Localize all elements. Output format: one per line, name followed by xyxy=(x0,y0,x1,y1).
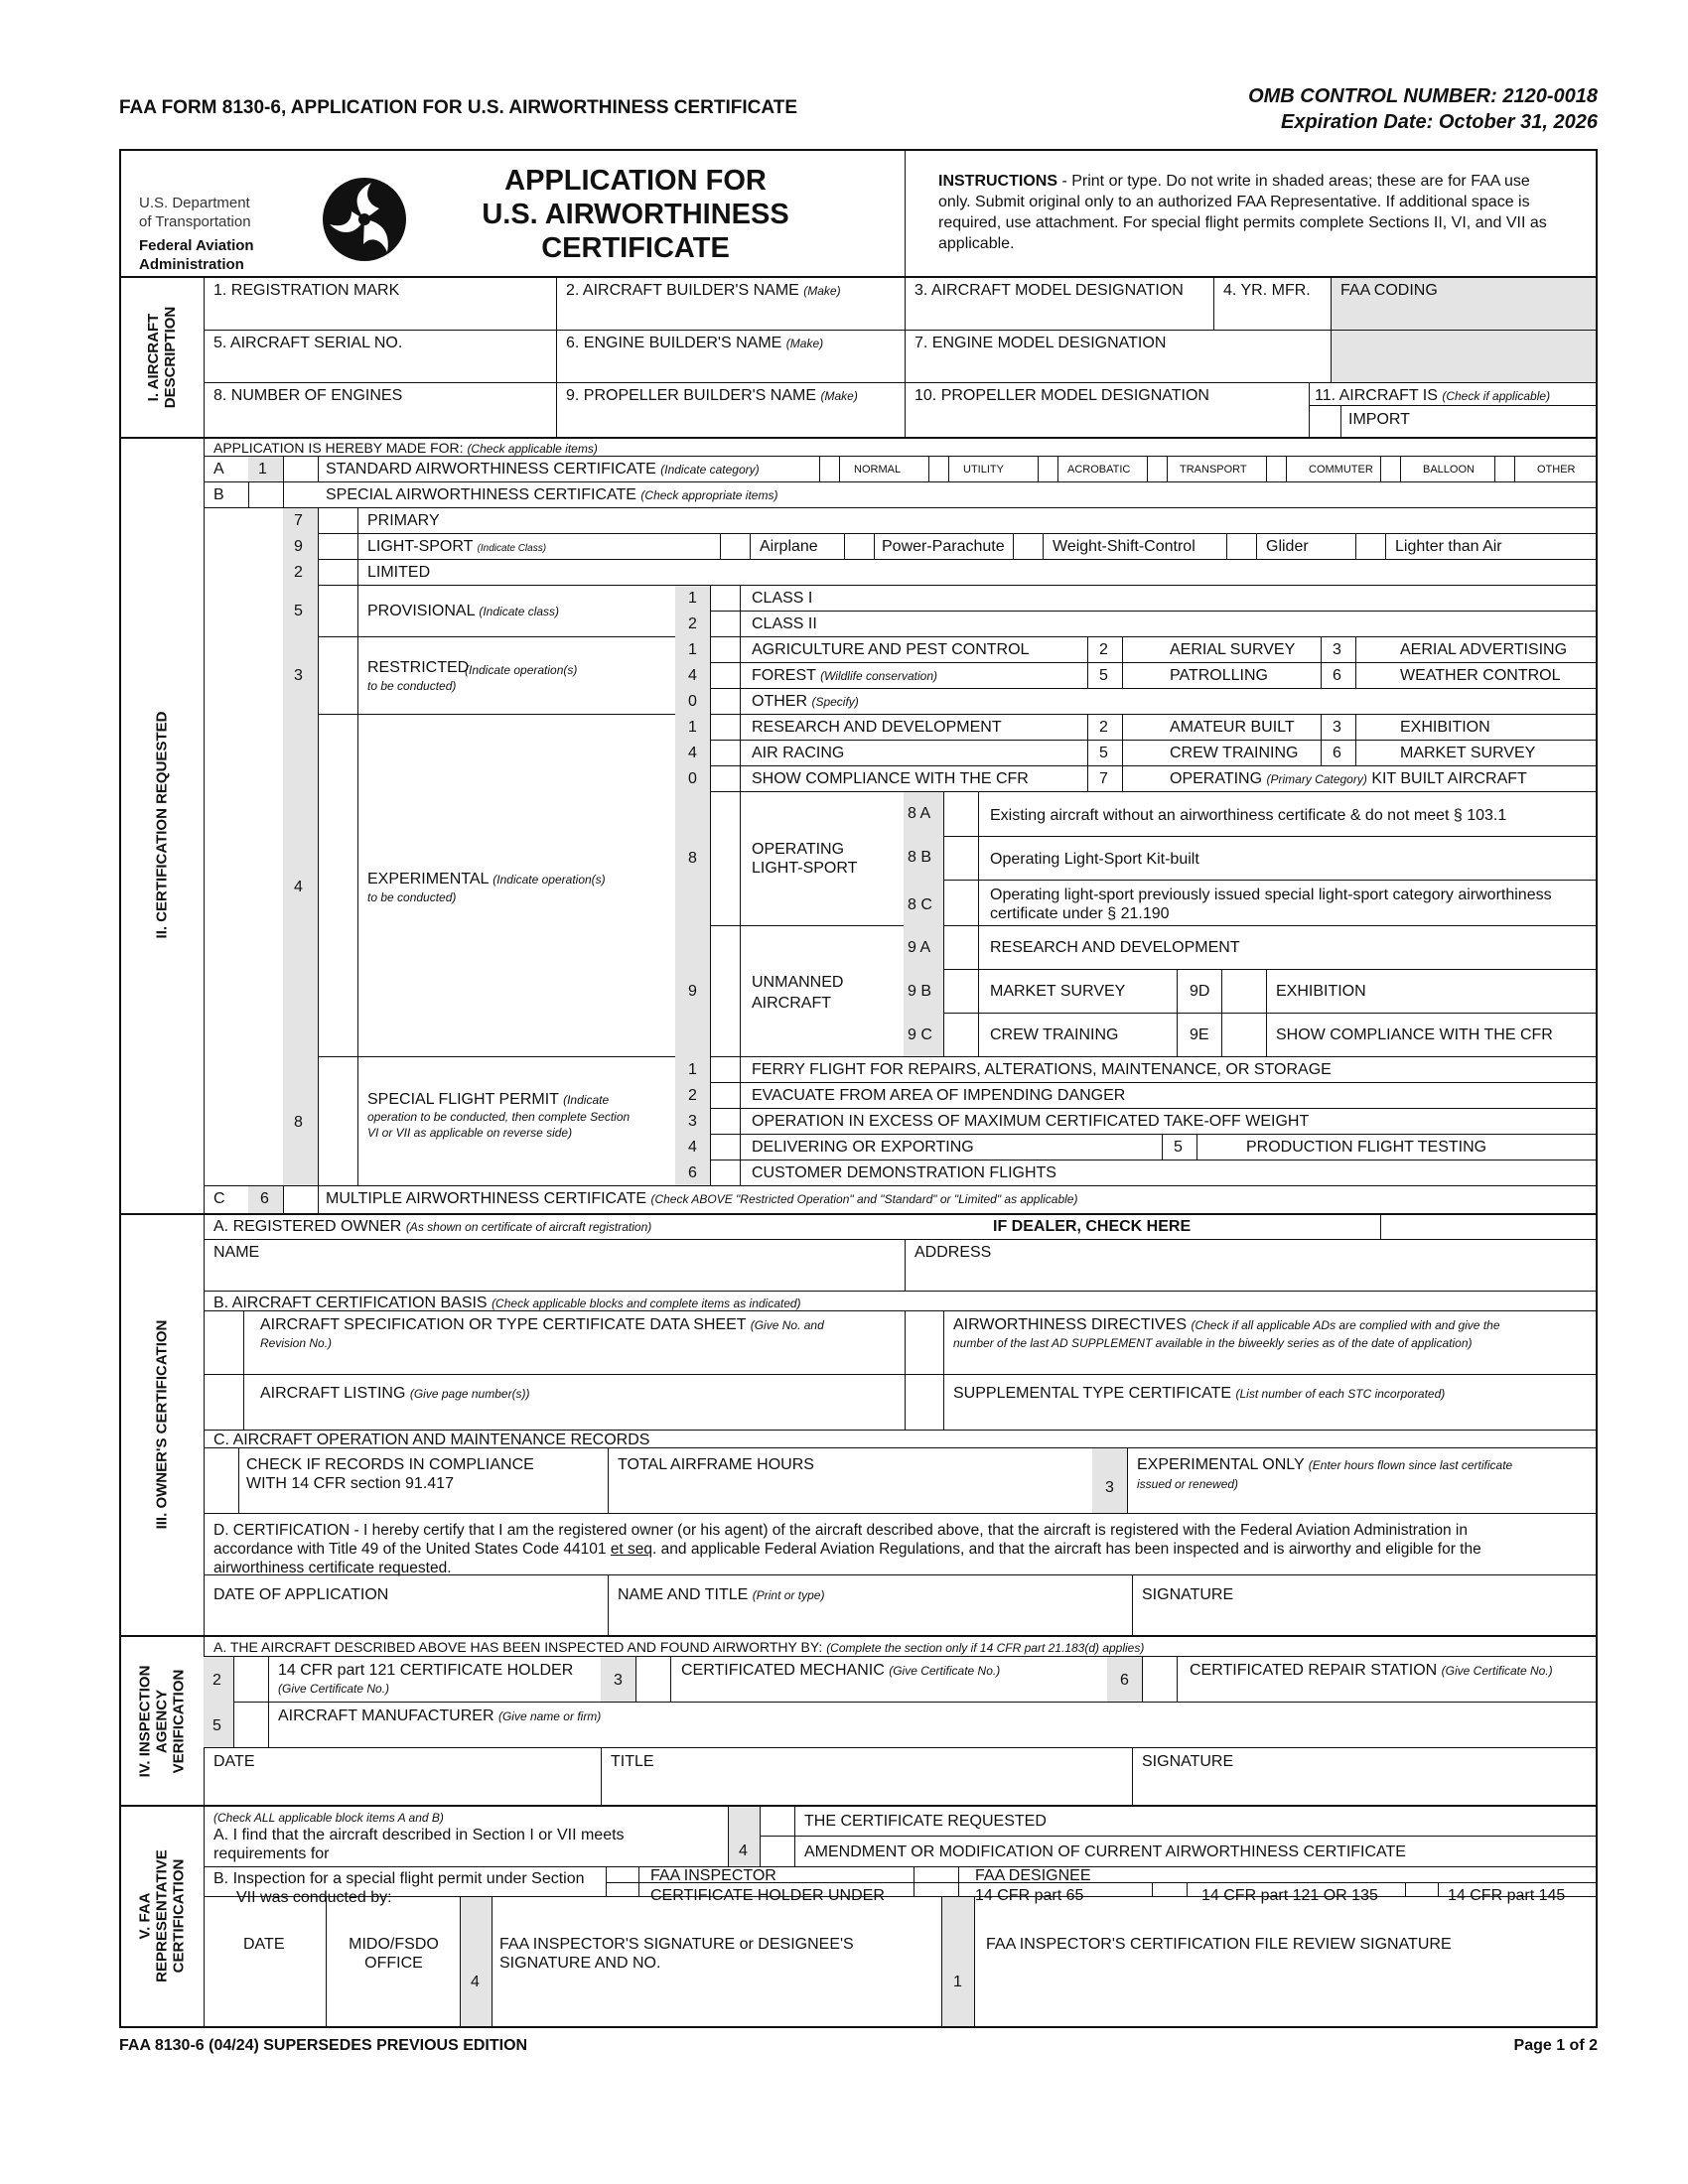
faa-line1: Federal Aviation xyxy=(139,237,254,254)
ua-market-survey-checkbox[interactable]: MARKET SURVEY xyxy=(990,983,1126,1000)
import-checkbox[interactable]: IMPORT xyxy=(1348,411,1410,428)
certificate-holder-label: CERTIFICATE HOLDER UNDER xyxy=(650,1887,885,1904)
owner-address-field[interactable]: ADDRESS xyxy=(914,1244,992,1261)
aircraft-listing-field[interactable] xyxy=(260,1385,530,1403)
propeller-builder-field[interactable] xyxy=(566,387,858,405)
restricted-0-number: 0 xyxy=(688,693,697,710)
faa-inspector-checkbox[interactable]: FAA INSPECTOR xyxy=(650,1867,776,1884)
8b-number: 8 B xyxy=(908,849,932,866)
cert-statement-2b: . and applicable Federal Aviation Regulations, and that the aircraft has been inspected and is airworthy and eligible for the xyxy=(652,1541,1481,1558)
forest-checkbox[interactable] xyxy=(752,667,937,685)
owner-signature-field[interactable]: SIGNATURE xyxy=(1142,1586,1234,1603)
9c-number: 9 C xyxy=(908,1026,932,1043)
sfp-5-number: 5 xyxy=(1174,1139,1183,1156)
manufacturer-hint: (Give name or firm) xyxy=(497,1709,602,1723)
exp-5-number: 5 xyxy=(1099,745,1108,761)
category-acrobatic[interactable]: ACROBATIC xyxy=(1067,464,1131,476)
date-of-application-field[interactable]: DATE OF APPLICATION xyxy=(213,1586,389,1603)
special-airworthiness-hint: (Check appropriate items) xyxy=(640,488,778,502)
show-compliance-checkbox[interactable]: SHOW COMPLIANCE WITH THE CFR xyxy=(752,770,1029,787)
section-4-label: IV. INSPECTION AGENCY VERIFICATION xyxy=(136,1665,188,1778)
inspector-signature-line2: SIGNATURE AND NO. xyxy=(499,1955,661,1972)
manufacturer-label: AIRCRAFT MANUFACTURER xyxy=(278,1707,494,1724)
multiple-airworthiness-checkbox[interactable] xyxy=(326,1190,1077,1208)
8c-number: 8 C xyxy=(908,896,932,913)
finding-line2: requirements for xyxy=(213,1845,330,1862)
experimental-label xyxy=(367,871,606,888)
inspected-by-text: A. THE AIRCRAFT DESCRIBED ABOVE HAS BEEN INSPECTED AND FOUND AIRWORTHY BY: xyxy=(213,1639,823,1655)
class-1-checkbox[interactable]: CLASS I xyxy=(752,590,813,607)
mido-office-field[interactable]: OFFICE xyxy=(364,1955,423,1972)
market-survey-checkbox[interactable]: MARKET SURVEY xyxy=(1400,745,1536,761)
registration-mark-field[interactable]: 1. REGISTRATION MARK xyxy=(213,282,400,299)
8a-number: 8 A xyxy=(908,805,931,822)
provisional-hint: (Indicate class) xyxy=(479,605,560,618)
ls-class-weight-shift[interactable]: Weight-Shift-Control xyxy=(1053,538,1196,555)
inspection-title-field[interactable]: TITLE xyxy=(611,1753,654,1770)
title-line1: APPLICATION FOR xyxy=(504,165,767,197)
provisional-label: PROVISIONAL xyxy=(367,603,475,619)
part121-number: 2 xyxy=(212,1672,221,1689)
faa-designee-checkbox[interactable]: FAA DESIGNEE xyxy=(975,1867,1091,1884)
amendment-number: 4 xyxy=(739,1843,748,1859)
limited-checkbox[interactable]: LIMITED xyxy=(367,564,431,581)
restricted-label: RESTRICTED xyxy=(367,659,470,676)
special-airworthiness-text: SPECIAL AIRWORTHINESS CERTIFICATE xyxy=(326,486,636,503)
ls-class-power-parachute[interactable]: Power-Parachute xyxy=(882,538,1005,555)
inspection-date-field[interactable]: DATE xyxy=(213,1753,255,1770)
aircraft-builder-field[interactable] xyxy=(566,282,841,300)
name-title-hint: (Print or type) xyxy=(752,1588,825,1602)
page-number: Page 1 of 2 xyxy=(1513,2037,1598,2054)
existing-aircraft-checkbox[interactable]: Existing aircraft without an airworthiness certificate & do not meet § 103.1 xyxy=(990,807,1507,824)
light-sport-label: LIGHT-SPORT xyxy=(367,538,474,555)
light-sport-checkbox[interactable] xyxy=(367,538,546,556)
operating-lightsport-line2: LIGHT-SPORT xyxy=(752,860,858,877)
dealer-checkbox[interactable]: IF DEALER, CHECK HERE xyxy=(993,1218,1192,1235)
standard-airworthiness-hint: (Indicate category) xyxy=(660,463,760,477)
multiple-airworthiness-hint: (Check ABOVE "Restricted Operation" and "Standard" or "Limited" as applicable) xyxy=(650,1192,1078,1206)
mido-line1: MIDO/FSDO xyxy=(349,1936,439,1953)
other-specify-label: OTHER xyxy=(752,693,807,710)
experimental-hours-field[interactable] xyxy=(1137,1456,1512,1474)
faa-date-field[interactable]: DATE xyxy=(243,1936,285,1953)
ua-research-checkbox[interactable]: RESEARCH AND DEVELOPMENT xyxy=(990,939,1240,956)
repair-station-label: CERTIFICATED REPAIR STATION xyxy=(1190,1662,1438,1679)
expiration-date: Expiration Date: October 31, 2026 xyxy=(1280,111,1598,133)
category-transport[interactable]: TRANSPORT xyxy=(1180,464,1247,476)
kit-built-ls-checkbox[interactable]: Operating Light-Sport Kit-built xyxy=(990,851,1199,868)
mechanic-hint: (Give Certificate No.) xyxy=(889,1664,1001,1678)
9d-number: 9D xyxy=(1190,983,1210,1000)
form-edition: FAA 8130-6 (04/24) SUPERSEDES PREVIOUS EDITION xyxy=(119,2037,528,2054)
ls-class-lighter-than-air[interactable]: Lighter than Air xyxy=(1395,538,1502,555)
experimental-text: EXPERIMENTAL xyxy=(367,871,489,887)
made-for-text: APPLICATION IS HEREBY MADE FOR: xyxy=(213,440,464,456)
previously-issued-line2: certificate under § 21.190 xyxy=(990,905,1170,922)
certification-statement-3: airworthiness certificate requested. xyxy=(213,1560,452,1576)
inspection-signature-field[interactable]: SIGNATURE xyxy=(1142,1753,1234,1770)
sfp-1-number: 1 xyxy=(688,1061,697,1078)
propeller-builder-label: 9. PROPELLER BUILDER'S NAME xyxy=(566,387,817,404)
exp-2-number: 2 xyxy=(1099,719,1108,736)
type-certificate-hint-2: Revision No.) xyxy=(260,1336,333,1350)
certification-statement-2 xyxy=(213,1541,1481,1559)
name-and-title-field[interactable] xyxy=(618,1586,824,1604)
exhibition-checkbox[interactable]: EXHIBITION xyxy=(1400,719,1490,736)
aircraft-is-hint: (Check if applicable) xyxy=(1442,389,1551,403)
category-normal[interactable]: NORMAL xyxy=(854,464,902,476)
mechanic-label: CERTIFICATED MECHANIC xyxy=(681,1662,885,1679)
experimental-only-hint-1: (Enter hours flown since last certificate xyxy=(1308,1458,1513,1472)
stc-field[interactable] xyxy=(953,1385,1445,1403)
ua-show-compliance-checkbox[interactable]: SHOW COMPLIANCE WITH THE CFR xyxy=(1276,1026,1553,1043)
exp-0-number: 0 xyxy=(688,770,697,787)
instructions xyxy=(938,171,1554,254)
9e-number: 9E xyxy=(1190,1026,1209,1043)
ad-hint-1: (Check if all applicable ADs are complied with and give the xyxy=(1191,1318,1500,1332)
kit-built-checkbox[interactable] xyxy=(1170,770,1527,788)
ua-crew-training-checkbox[interactable]: CREW TRAINING xyxy=(990,1026,1119,1043)
finding-line1: A. I find that the aircraft described in Section I or VII meets xyxy=(213,1827,625,1843)
restricted-number: 3 xyxy=(294,667,303,684)
forest-hint: (Wildlife conservation) xyxy=(820,669,937,683)
aircraft-is-label xyxy=(1315,387,1550,405)
dept-line2: of Transportation xyxy=(139,213,251,230)
aircraft-model-field[interactable]: 3. AIRCRAFT MODEL DESIGNATION xyxy=(914,282,1184,299)
propeller-model-field[interactable]: 10. PROPELLER MODEL DESIGNATION xyxy=(914,387,1209,404)
special-airworthiness-label xyxy=(326,486,777,504)
ls-class-airplane[interactable]: Airplane xyxy=(760,538,818,555)
ols-number: 8 xyxy=(688,850,697,867)
forest-label: FOREST xyxy=(752,667,816,684)
weather-control-checkbox[interactable]: WEATHER CONTROL xyxy=(1400,667,1561,684)
sfp-hint-3: VI or VII as applicable on reverse side) xyxy=(367,1126,573,1140)
air-racing-checkbox[interactable]: AIR RACING xyxy=(752,745,845,761)
experimental-number: 4 xyxy=(294,879,303,895)
unmanned-line2: AIRCRAFT xyxy=(752,995,831,1012)
total-airframe-hours-field[interactable]: TOTAL AIRFRAME HOURS xyxy=(618,1456,814,1473)
aircraft-builder-label: 2. AIRCRAFT BUILDER'S NAME xyxy=(566,282,799,299)
agriculture-checkbox[interactable]: AGRICULTURE AND PEST CONTROL xyxy=(752,641,1030,658)
made-for-hint: (Check applicable items) xyxy=(467,442,598,456)
sfp-hint-1: (Indicate xyxy=(563,1093,610,1107)
serial-no-field[interactable]: 5. AIRCRAFT SERIAL NO. xyxy=(213,335,403,351)
row-c-number: 6 xyxy=(260,1190,269,1207)
certificated-mechanic-checkbox[interactable] xyxy=(681,1662,1000,1680)
ferry-flight-checkbox[interactable]: FERRY FLIGHT FOR REPAIRS, ALTERATIONS, MAINTENANCE, OR STORAGE xyxy=(752,1061,1332,1078)
inspector-sig-number: 4 xyxy=(471,1974,480,1990)
engine-builder-field[interactable] xyxy=(566,335,823,352)
class-1-number: 1 xyxy=(688,590,697,607)
kit-built-label-2: KIT BUILT AIRCRAFT xyxy=(1371,770,1527,787)
aircraft-listing-label: AIRCRAFT LISTING xyxy=(260,1385,406,1402)
ad-hint-2: number of the last AD SUPPLEMENT available in the biweekly series as of the date of application) xyxy=(953,1336,1473,1350)
engine-model-field[interactable]: 7. ENGINE MODEL DESIGNATION xyxy=(914,335,1167,351)
aircraft-listing-hint: (Give page number(s)) xyxy=(409,1387,530,1401)
exp-6-number: 6 xyxy=(1333,745,1341,761)
kit-built-hint: (Primary Category) xyxy=(1266,772,1367,786)
cert-statement-2a: accordance with Title 49 of the United States Code 44101 xyxy=(213,1541,611,1558)
restricted-3-number: 3 xyxy=(1333,641,1341,658)
inspected-by-label xyxy=(213,1639,1144,1656)
repair-station-hint: (Give Certificate No.) xyxy=(1441,1664,1553,1678)
certificate-requested-checkbox[interactable]: THE CERTIFICATE REQUESTED xyxy=(804,1813,1047,1830)
sfp-text: SPECIAL FLIGHT PERMIT xyxy=(367,1091,559,1108)
kit-built-label-1: OPERATING xyxy=(1170,770,1263,787)
standard-airworthiness-checkbox[interactable] xyxy=(326,461,760,478)
sfp-3-number: 3 xyxy=(688,1113,697,1130)
section-1-label: I. AIRCRAFT DESCRIPTION xyxy=(145,306,179,409)
faa-coding: FAA CODING xyxy=(1340,282,1438,299)
evacuate-checkbox[interactable]: EVACUATE FROM AREA OF IMPENDING DANGER xyxy=(752,1087,1126,1104)
class-2-number: 2 xyxy=(688,615,697,632)
row-a-letter: A xyxy=(213,461,224,478)
exp-4-number: 4 xyxy=(688,745,697,761)
made-for-label xyxy=(213,440,598,457)
sfp-inspection-line2: VII was conducted by: xyxy=(236,1889,392,1906)
dot-triskelion-logo xyxy=(322,177,407,262)
title-line2: U.S. AIRWORTHINESS xyxy=(482,199,789,230)
operating-lightsport-line1: OPERATING xyxy=(752,841,845,858)
omb-number: OMB CONTROL NUMBER: 2120-0018 xyxy=(1248,85,1598,107)
amateur-built-checkbox[interactable]: AMATEUR BUILT xyxy=(1170,719,1295,736)
name-title-label: NAME AND TITLE xyxy=(618,1586,749,1603)
section-3-label: III. OWNER'S CERTIFICATION xyxy=(153,1319,171,1530)
light-sport-number: 9 xyxy=(294,538,303,555)
restricted-hint-1: (Indicate operation(s) xyxy=(465,663,578,677)
inspector-signature-field[interactable]: FAA INSPECTOR'S SIGNATURE or DESIGNEE'S xyxy=(499,1936,854,1953)
cert-statement-et-seq: et seq xyxy=(610,1541,653,1558)
9b-number: 9 B xyxy=(908,983,932,1000)
row-c-letter: C xyxy=(213,1190,225,1207)
aerial-survey-checkbox[interactable]: AERIAL SURVEY xyxy=(1170,641,1296,658)
engine-builder-hint: (Make) xyxy=(785,337,824,350)
part121-hint: (Give Certificate No.) xyxy=(278,1682,390,1696)
primary-number: 7 xyxy=(294,512,303,529)
ua-exhibition-checkbox[interactable]: EXHIBITION xyxy=(1276,983,1366,1000)
type-certificate-hint-1: (Give No. and xyxy=(750,1318,824,1332)
part121-135-checkbox[interactable]: 14 CFR part 121 OR 135 xyxy=(1201,1887,1378,1904)
provisional-checkbox[interactable] xyxy=(367,603,559,620)
restricted-4-number: 4 xyxy=(688,667,697,684)
restricted-5-number: 5 xyxy=(1099,667,1108,684)
sfp-2-number: 2 xyxy=(688,1087,697,1104)
class-2-checkbox[interactable]: CLASS II xyxy=(752,615,817,632)
sfp-4-number: 4 xyxy=(688,1139,697,1156)
restricted-hint-2: to be conducted) xyxy=(367,679,457,693)
aircraft-manufacturer-checkbox[interactable] xyxy=(278,1707,601,1725)
restricted-2-number: 2 xyxy=(1099,641,1108,658)
part121-holder-checkbox[interactable]: 14 CFR part 121 CERTIFICATE HOLDER xyxy=(278,1662,574,1679)
airworthiness-directives-field[interactable] xyxy=(953,1316,1500,1334)
type-certificate-field[interactable] xyxy=(260,1316,824,1334)
propeller-builder-hint: (Make) xyxy=(820,389,858,403)
9a-number: 9 A xyxy=(908,939,931,956)
part65-checkbox[interactable]: 14 CFR part 65 xyxy=(975,1887,1084,1904)
category-other[interactable]: OTHER xyxy=(1537,464,1576,476)
file-review-number: 1 xyxy=(953,1974,962,1990)
excess-weight-checkbox[interactable]: OPERATION IN EXCESS OF MAXIMUM CERTIFICATED TAKE-OFF WEIGHT xyxy=(752,1113,1310,1130)
standard-airworthiness-label: STANDARD AIRWORTHINESS CERTIFICATE xyxy=(326,461,656,478)
exp-7-number: 7 xyxy=(1099,770,1108,787)
title-line3: CERTIFICATE xyxy=(541,232,730,264)
sfp-6-number: 6 xyxy=(688,1164,697,1181)
certification-statement-1: D. CERTIFICATION - I hereby certify that I am the registered owner (or his agent) of the aircraft described above, that the aircraft is registered with the Federal Aviation Administration in xyxy=(213,1522,1468,1539)
engine-builder-label: 6. ENGINE BUILDER'S NAME xyxy=(566,335,782,351)
exp-3-number: 3 xyxy=(1333,719,1341,736)
experimental-only-label: EXPERIMENTAL ONLY xyxy=(1137,1456,1305,1473)
mechanic-number: 3 xyxy=(614,1672,623,1689)
section-2-label: II. CERTIFICATION REQUESTED xyxy=(153,711,171,939)
type-certificate-label: AIRCRAFT SPECIFICATION OR TYPE CERTIFICATE DATA SHEET xyxy=(260,1316,747,1333)
aircraft-builder-hint: (Make) xyxy=(803,284,841,298)
multiple-airworthiness-label: MULTIPLE AIRWORTHINESS CERTIFICATE xyxy=(326,1190,647,1207)
experimental-hint-1: (Indicate operation(s) xyxy=(492,873,606,887)
provisional-number: 5 xyxy=(294,603,303,619)
instructions-text: - Print or type. Do not write in shaded areas; these are for FAA use only. Submit original only to an authorized FAA Representative. If additional space is required, use attachment. For special flight permits complete Sections II, VI, and VII as applicable. xyxy=(938,173,1547,252)
number-of-engines-field[interactable]: 8. NUMBER OF ENGINES xyxy=(213,387,403,404)
row-b-letter: B xyxy=(213,486,224,503)
check-all-hint: (Check ALL applicable block items A and B) xyxy=(213,1811,444,1825)
certification-basis-text: B. AIRCRAFT CERTIFICATION BASIS xyxy=(213,1295,488,1311)
experimental-only-hint-2: issued or renewed) xyxy=(1137,1477,1239,1491)
dept-line1: U.S. Department xyxy=(139,195,250,211)
category-utility[interactable]: UTILITY xyxy=(963,464,1004,476)
patrolling-checkbox[interactable]: PATROLLING xyxy=(1170,667,1268,684)
inspected-by-hint: (Complete the section only if 14 CFR part 21.183(d) applies) xyxy=(826,1641,1145,1655)
repair-station-number: 6 xyxy=(1120,1672,1129,1689)
customer-demo-checkbox[interactable]: CUSTOMER DEMONSTRATION FLIGHTS xyxy=(752,1164,1056,1181)
ls-class-glider[interactable]: Glider xyxy=(1266,538,1309,555)
experimental-hint-2: to be conducted) xyxy=(367,890,457,904)
year-mfr-field[interactable]: 4. YR. MFR. xyxy=(1223,282,1311,299)
form-title: FAA FORM 8130-6, APPLICATION FOR U.S. AIRWORTHINESS CERTIFICATE xyxy=(119,97,797,118)
sfp-hint-2: operation to be conducted, then complete Section xyxy=(367,1110,631,1124)
ua-number: 9 xyxy=(688,983,697,1000)
stc-hint: (List number of each STC incorporated) xyxy=(1235,1387,1446,1401)
registered-owner-label xyxy=(213,1218,651,1236)
ad-label: AIRWORTHINESS DIRECTIVES xyxy=(953,1316,1187,1333)
aerial-advertising-checkbox[interactable]: AERIAL ADVERTISING xyxy=(1400,641,1568,658)
manufacturer-number: 5 xyxy=(212,1717,221,1734)
owner-name-field[interactable]: NAME xyxy=(213,1244,260,1261)
records-compliance-checkbox[interactable]: CHECK IF RECORDS IN COMPLIANCE xyxy=(246,1456,534,1473)
records-compliance-line2: WITH 14 CFR section 91.417 xyxy=(246,1475,454,1492)
sfp-number: 8 xyxy=(294,1114,303,1131)
certification-basis-label xyxy=(213,1295,801,1312)
previously-issued-checkbox[interactable]: Operating light-sport previously issued special light-sport category airworthiness xyxy=(990,887,1552,903)
certification-basis-hint: (Check applicable blocks and complete items as indicated) xyxy=(492,1297,801,1310)
research-development-checkbox[interactable]: RESEARCH AND DEVELOPMENT xyxy=(752,719,1002,736)
light-sport-hint: (Indicate Class) xyxy=(477,543,547,554)
sfp-inspection-line1: B. Inspection for a special flight permit under Section xyxy=(213,1870,585,1887)
amendment-checkbox[interactable]: AMENDMENT OR MODIFICATION OF CURRENT AIRWORTHINESS CERTIFICATE xyxy=(804,1843,1406,1860)
repair-station-checkbox[interactable] xyxy=(1190,1662,1553,1680)
row-a-number: 1 xyxy=(258,461,267,478)
faa-line2: Administration xyxy=(139,256,244,273)
restricted-1-number: 1 xyxy=(688,641,697,658)
unmanned-line1: UNMANNED xyxy=(752,974,844,991)
stc-label: SUPPLEMENTAL TYPE CERTIFICATE xyxy=(953,1385,1232,1402)
experimental-only-number: 3 xyxy=(1105,1479,1114,1496)
limited-number: 2 xyxy=(294,564,303,581)
registered-owner-text: A. REGISTERED OWNER xyxy=(213,1218,402,1235)
instructions-label: INSTRUCTIONS xyxy=(938,173,1057,190)
sfp-label xyxy=(367,1091,609,1109)
production-flight-checkbox[interactable]: PRODUCTION FLIGHT TESTING xyxy=(1246,1139,1487,1156)
part145-checkbox[interactable]: 14 CFR part 145 xyxy=(1448,1887,1566,1904)
operation-records-label: C. AIRCRAFT OPERATION AND MAINTENANCE RECORDS xyxy=(213,1432,650,1448)
category-commuter[interactable]: COMMUTER xyxy=(1309,464,1373,476)
other-specify-checkbox[interactable] xyxy=(752,693,859,711)
delivering-exporting-checkbox[interactable]: DELIVERING OR EXPORTING xyxy=(752,1139,974,1156)
registered-owner-hint: (As shown on certificate of aircraft registration) xyxy=(405,1220,652,1234)
category-balloon[interactable]: BALLOON xyxy=(1423,464,1475,476)
restricted-6-number: 6 xyxy=(1333,667,1341,684)
primary-checkbox[interactable]: PRIMARY xyxy=(367,512,440,529)
crew-training-checkbox[interactable]: CREW TRAINING xyxy=(1170,745,1299,761)
other-specify-hint: (Specify) xyxy=(811,695,859,709)
aircraft-is-text: 11. AIRCRAFT IS xyxy=(1315,387,1438,404)
file-review-signature-field[interactable]: FAA INSPECTOR'S CERTIFICATION FILE REVIEW SIGNATURE xyxy=(986,1936,1452,1953)
exp-1-number: 1 xyxy=(688,719,697,736)
section-5-label: V. FAA REPRESENTATIVE CERTIFICATION xyxy=(136,1849,188,1982)
